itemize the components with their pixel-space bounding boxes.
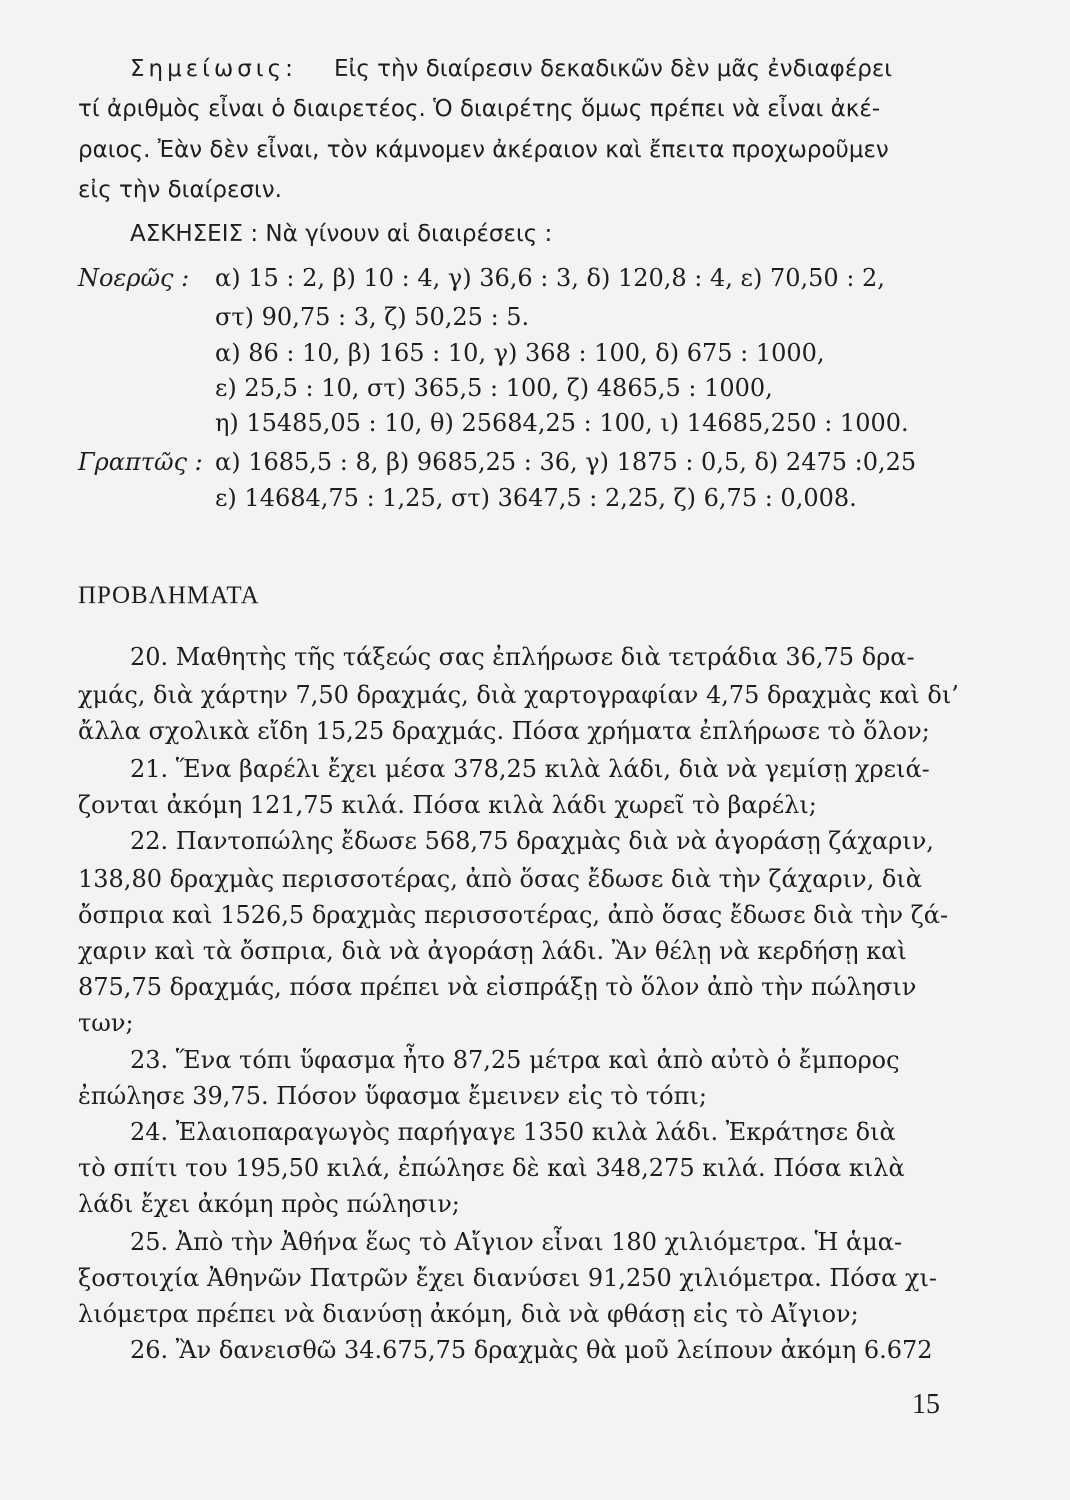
problem-text: λάδι ἔχει ἀκόμη πρὸς πώλησιν;: [78, 1190, 460, 1218]
written-label: Γραπτῶς :: [78, 448, 203, 476]
problem-text: ἄλλα σχολικὰ εἴδη 15,25 δραχμάς. Πόσα χρήματα ἐπλήρωσε τὸ ὅλον;: [78, 717, 930, 745]
problem-text: ὄσπρια καὶ 1526,5 δραχμὰς περισσοτέρας, ἀπὸ ὅσας ἔδωσε διὰ τὴν ζά-: [78, 901, 949, 929]
problem-text: 21. Ἕνα βαρέλι ἔχει μέσα 378,25 κιλὰ λάδι, διὰ νὰ γεμίσῃ χρειά-: [130, 755, 930, 783]
problem-text: 20. Μαθητὴς τῆς τάξεώς σας ἐπλήρωσε διὰ τετράδια 36,75 δρα-: [130, 643, 915, 671]
problem-text: τὸ σπίτι του 195,50 κιλά, ἐπώλησε δὲ καὶ 348,275 κιλά. Πόσα κιλὰ: [78, 1154, 905, 1182]
exercise-text: ε) 14684,75 : 1,25, στ) 3647,5 : 2,25, ζ) 6,75 : 0,008.: [215, 484, 857, 512]
problem-text: 875,75 δραχμάς, πόσα πρέπει νὰ εἰσπράξῃ τὸ ὅλον ἀπὸ τὴν πώλησιν: [78, 973, 917, 1001]
mental-label: Νοερῶς :: [78, 264, 190, 292]
problem-text: 25. Ἀπὸ τὴν Ἀθήνα ἕως τὸ Αἴγιον εἶναι 180 χιλιόμετρα. Ἡ ἁμα-: [130, 1228, 903, 1256]
problem-text: ζονται ἀκόμη 121,75 κιλά. Πόσα κιλὰ λάδι χωρεῖ τὸ βαρέλι;: [78, 791, 817, 819]
note-label: Σημείωσις:: [130, 56, 297, 82]
problem-text: 26. Ἂν δανεισθῶ 34.675,75 δραχμὰς θὰ μοῦ λείπουν ἀκόμη 6.672: [130, 1336, 933, 1364]
exercise-text: η) 15485,05 : 10, θ) 25684,25 : 100, ι) 14685,250 : 1000.: [215, 409, 909, 437]
problem-text: 23. Ἕνα τόπι ὕφασμα ἦτο 87,25 μέτρα καὶ ἀπὸ αὐτὸ ὁ ἔμπορος: [130, 1046, 900, 1074]
page-number: 15: [912, 1389, 940, 1420]
exercise-text: στ) 90,75 : 3, ζ) 50,25 : 5.: [215, 303, 530, 331]
exercises-heading-text: ΑΣΚΗΣΕΙΣ : Νὰ γίνουν αἱ διαιρέσεις :: [130, 221, 553, 247]
note-text: ραιος. Ἐὰν δὲν εἶναι, τὸν κάμνομεν ἀκέραιον καὶ ἔπειτα προχωροῦμεν: [78, 137, 889, 163]
note-text: τί ἀριθμὸς εἶναι ὁ διαιρετέος. Ὁ διαιρέτης ὅμως πρέπει νὰ εἶναι ἀκέ-: [78, 96, 881, 122]
problem-text: 22. Παντοπώλης ἔδωσε 568,75 δραχμὰς διὰ νὰ ἀγοράσῃ ζάχαριν,: [130, 827, 934, 855]
problem-text: ξοστοιχία Ἀθηνῶν Πατρῶν ἔχει διανύσει 91,250 χιλιόμετρα. Πόσα χι-: [78, 1264, 937, 1292]
note-text: εἰς τὴν διαίρεσιν.: [78, 177, 282, 203]
problems-heading-text: ΠΡΟΒΛΗΜΑΤΑ: [78, 582, 260, 609]
problem-text: 24. Ἐλαιοπαραγωγὸς παρήγαγε 1350 κιλὰ λάδι. Ἐκράτησε διὰ: [130, 1118, 896, 1146]
exercise-text: α) 86 : 10, β) 165 : 10, γ) 368 : 100, δ) 675 : 1000,: [215, 339, 825, 367]
exercise-text: ε) 25,5 : 10, στ) 365,5 : 100, ζ) 4865,5 : 1000,: [215, 374, 773, 402]
problem-text: χμάς, διὰ χάρτην 7,50 δραχμάς, διὰ χαρτογραφίαν 4,75 δραχμὰς καὶ δι’: [78, 681, 959, 709]
exercise-text: α) 15 : 2, β) 10 : 4, γ) 36,6 : 3, δ) 120,8 : 4, ε) 70,50 : 2,: [215, 264, 885, 292]
exercise-text: α) 1685,5 : 8, β) 9685,25 : 36, γ) 1875 : 0,5, δ) 2475 :0,25: [215, 448, 917, 476]
problem-text: 138,80 δραχμὰς περισσοτέρας, ἀπὸ ὅσας ἔδωσε διὰ τὴν ζάχαριν, διὰ: [78, 865, 922, 893]
problem-text: ἐπώλησε 39,75. Πόσον ὕφασμα ἔμεινεν εἰς τὸ τόπι;: [78, 1082, 707, 1110]
problem-text: χαριν καὶ τὰ ὄσπρια, διὰ νὰ ἀγοράσῃ λάδι. Ἂν θέλῃ νὰ κερδήσῃ καὶ: [78, 937, 907, 965]
problem-text: λιόμετρα πρέπει νὰ διανύσῃ ἀκόμη, διὰ νὰ φθάσῃ εἰς τὸ Αἴγιον;: [78, 1300, 859, 1328]
problem-text: των;: [78, 1009, 134, 1037]
note-text: Εἰς τὴν διαίρεσιν δεκαδικῶν δὲν μᾶς ἐνδιαφέρει: [334, 56, 893, 82]
